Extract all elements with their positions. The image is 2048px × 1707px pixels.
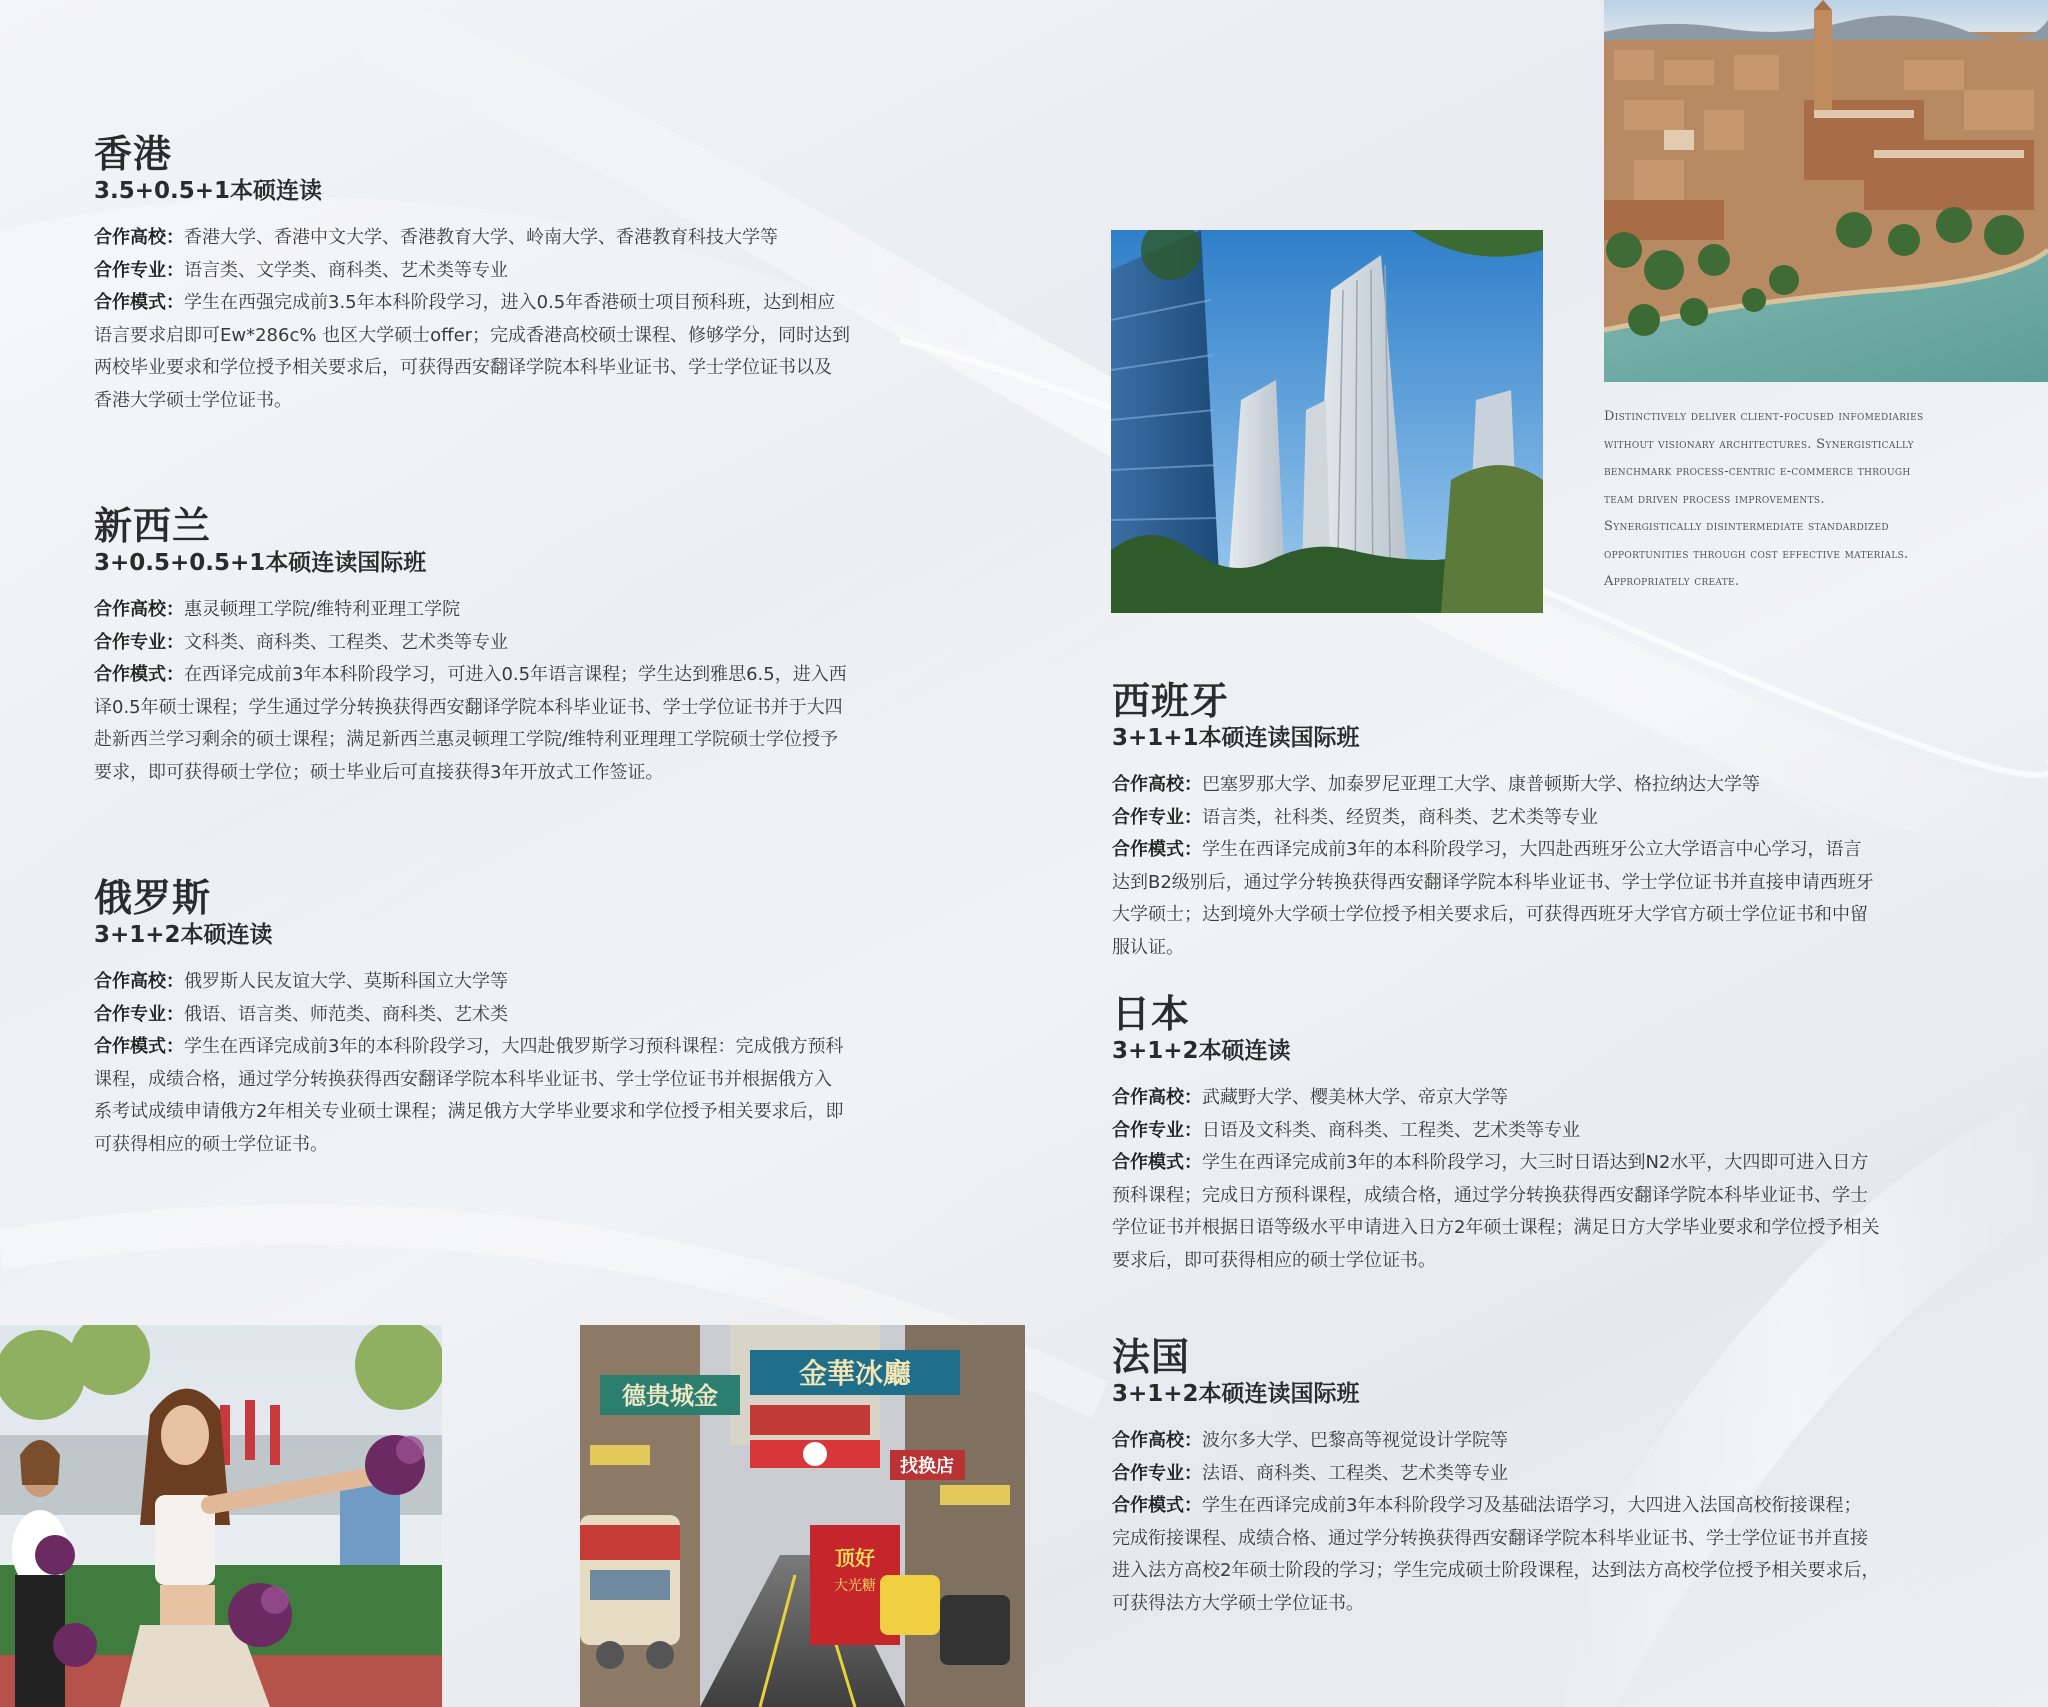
majors-line [1112, 1115, 1972, 1148]
skyscraper-photo [1111, 230, 1543, 613]
majors-line [94, 255, 944, 288]
section-title: 俄罗斯 [94, 876, 212, 920]
mode-line: 语言要求启即可Ew*286c% 也区大学硕士offer；完成香港高校硕士课程、修够学分，同时达到 [94, 324, 851, 346]
majors-label: 合作专业： [1112, 1119, 1202, 1141]
majors-value: 日语及文科类、商科类、工程类、艺术类等专业 [1202, 1119, 1580, 1141]
mode-text: 学生在西译完成前3年的本科阶段学习，大四赴西班牙公立大学语言中心学习，语言 [1202, 839, 1862, 860]
majors-label: 合作专业： [94, 259, 184, 281]
mode-line: 达到B2级别后，通过学分转换获得西安翻译学院本科毕业证书、学士学位证书并直接申请西班牙 [1112, 871, 1874, 893]
section-title: 日本 [1112, 992, 1191, 1036]
hongkong-street-photo [580, 1325, 1025, 1707]
mode-line: 要求，即可获得硕士学位；硕士毕业后可直接获得3年开放式工作签证。 [94, 761, 664, 783]
section-title: 香港 [94, 132, 173, 176]
mode-line: 要求后，即可获得相应的硕士学位证书。 [1112, 1249, 1436, 1271]
majors-label: 合作专业： [94, 1003, 184, 1025]
partners-label: 合作高校： [94, 227, 184, 248]
partners-label: 合作高校： [94, 971, 184, 992]
section-subtitle: 3+1+2本硕连读 [1112, 1038, 1291, 1064]
mode-label: 合作模式： [94, 1036, 184, 1057]
section-title: 西班牙 [1112, 679, 1230, 723]
mode-label: 合作模式： [94, 664, 184, 685]
mode-line: 两校毕业要求和学位授予相关要求后，可获得西安翻译学院本科毕业证书、学士学位证书以及 [94, 357, 832, 378]
mode-text: 学生在西译完成前3年的本科阶段学习，大三时日语达到N2水平，大四即可进入日方 [1202, 1152, 1869, 1173]
mode-line: 完成衔接课程、成绩合格、通过学分转换获得西安翻译学院本科毕业证书、学士学位证书并直接 [1112, 1527, 1868, 1549]
partners-label: 合作高校： [94, 599, 184, 620]
mode-line: 译0.5年硕士课程；学生通过学分转换获得西安翻译学院本科毕业证书、学士学位证书并于大四 [94, 696, 843, 718]
section-newzealand [94, 504, 944, 789]
partners-line [94, 222, 944, 255]
partners-line [1112, 1082, 1972, 1115]
majors-value: 法语、商科类、工程类、艺术类等专业 [1202, 1462, 1508, 1484]
mode-line: 预科课程；完成日方预科课程，成绩合格，通过学分转换获得西安翻译学院本科毕业证书、学士 [1112, 1184, 1868, 1206]
majors-label: 合作专业： [1112, 1462, 1202, 1484]
section-title: 新西兰 [94, 504, 212, 548]
shop-sign-right-text: 找换店 [900, 1456, 954, 1477]
mode-line: 服认证。 [1112, 936, 1184, 958]
partners-label: 合作高校： [1112, 1430, 1202, 1451]
shop-sign-top-text: 金華冰廳 [798, 1357, 912, 1390]
majors-line [94, 999, 944, 1032]
majors-value: 俄语、语言类、师范类、商科类、艺术类 [184, 1003, 508, 1025]
majors-value: 文科类、商科类、工程类、艺术类等专业 [184, 631, 508, 653]
mode-label: 合作模式： [1112, 1152, 1202, 1173]
partners-label: 合作高校： [1112, 774, 1202, 795]
section-france [1112, 1335, 1972, 1620]
mode-line [1112, 834, 1972, 867]
mode-line: 学位证书并根据日语等级水平申请进入日方2年硕士课程；满足日方大学毕业要求和学位授予相关 [1112, 1217, 1880, 1238]
bus-sign-text: 顶好 [835, 1546, 875, 1570]
mode-line [94, 287, 944, 320]
caption-line: opportunities through cost effective materials. [1604, 546, 1909, 562]
section-subtitle: 3+1+2本硕连读 [94, 922, 273, 948]
mode-label: 合作模式： [1112, 1495, 1202, 1516]
shop-sign-left-text: 德贵城金 [622, 1382, 718, 1410]
mode-line: 香港大学硕士学位证书。 [94, 389, 292, 411]
section-japan [1112, 992, 1972, 1277]
section-spain [1112, 679, 1972, 964]
mode-line: 大学硕士；达到境外大学硕士学位授予相关要求后，可获得西班牙大学官方硕士学位证书和中留 [1112, 904, 1868, 925]
section-subtitle: 3.5+0.5+1本硕连读 [94, 178, 323, 204]
mode-line [1112, 1147, 1972, 1180]
majors-value: 语言类，社科类、经贸类，商科类、艺术类等专业 [1202, 806, 1598, 828]
majors-line [1112, 802, 1972, 835]
partners-line [1112, 1425, 1972, 1458]
majors-label: 合作专业： [94, 631, 184, 653]
mode-line: 进入法方高校2年硕士阶段的学习；学生完成硕士阶段课程，达到法方高校学位授予相关要求后， [1112, 1560, 1880, 1581]
caption-line: Synergistically disintermediate standardized [1604, 519, 1889, 534]
caption-line: Distinctively deliver client-focused infomediaries [1604, 409, 1924, 424]
section-subtitle: 3+1+1本硕连读国际班 [1112, 725, 1360, 751]
mode-label: 合作模式： [1112, 839, 1202, 860]
section-subtitle: 3+0.5+0.5+1本硕连读国际班 [94, 550, 427, 576]
photo-caption [1604, 403, 1984, 596]
caption-line: benchmark process-centric e-commerce through [1604, 464, 1911, 479]
caption-line: Appropriately create. [1604, 574, 1740, 589]
majors-line [94, 627, 944, 660]
mode-line: 课程，成绩合格，通过学分转换获得西安翻译学院本科毕业证书、学士学位证书并根据俄方入 [94, 1068, 832, 1090]
partners-value: 武藏野大学、樱美林大学、帝京大学等 [1202, 1087, 1508, 1108]
section-hongkong [94, 132, 944, 417]
caption-line: without visionary architectures. Synergistically [1604, 436, 1914, 452]
cheerleader-photo [0, 1325, 442, 1707]
mode-text: 学生在西强完成前3.5年本科阶段学习，进入0.5年香港硕士项目预科班，达到相应 [184, 292, 836, 313]
mode-text: 学生在西译完成前3年本科阶段学习及基础法语学习，大四进入法国高校衔接课程； [1202, 1495, 1862, 1516]
section-russia [94, 876, 944, 1161]
partners-value: 香港大学、香港中文大学、香港教育大学、岭南大学、香港教育科技大学等 [184, 227, 778, 248]
partners-value: 巴塞罗那大学、加泰罗尼亚理工大学、康普顿斯大学、格拉纳达大学等 [1202, 774, 1760, 795]
majors-value: 语言类、文学类、商科类、艺术类等专业 [184, 259, 508, 281]
partners-value: 波尔多大学、巴黎高等视觉设计学院等 [1202, 1430, 1508, 1451]
mode-line: 赴新西兰学习剩余的硕士课程；满足新西兰惠灵顿理工学院/维特利亚理理工学院硕士学位授予 [94, 729, 839, 750]
mode-line: 系考试成绩申请俄方2年相关专业硕士课程；满足俄方大学毕业要求和学位授予相关要求后，即 [94, 1101, 844, 1122]
partners-label: 合作高校： [1112, 1087, 1202, 1108]
mode-label: 合作模式： [94, 292, 184, 313]
mode-line: 可获得法方大学硕士学位证书。 [1112, 1592, 1364, 1614]
mode-line [94, 1031, 944, 1064]
aerial-city-photo [1604, 0, 2048, 382]
caption-line: team driven process improvements. [1604, 491, 1825, 507]
section-subtitle: 3+1+2本硕连读国际班 [1112, 1381, 1360, 1407]
mode-text: 在西译完成前3年本科阶段学习，可进入0.5年语言课程；学生达到雅思6.5，进入西 [184, 664, 847, 685]
mode-line: 可获得相应的硕士学位证书。 [94, 1133, 328, 1155]
section-title: 法国 [1112, 1335, 1191, 1379]
majors-line [1112, 1458, 1972, 1491]
mode-line [94, 659, 944, 692]
partners-line [1112, 769, 1972, 802]
mode-line [1112, 1490, 1972, 1523]
bus-sign-subtext: 大光糖 [834, 1578, 876, 1594]
mode-text: 学生在西译完成前3年的本科阶段学习，大四赴俄罗斯学习预科课程：完成俄方预科 [184, 1036, 844, 1057]
partners-line [94, 966, 944, 999]
majors-label: 合作专业： [1112, 806, 1202, 828]
partners-value: 惠灵顿理工学院/维特利亚理工学院 [184, 599, 461, 620]
partners-line [94, 594, 944, 627]
partners-value: 俄罗斯人民友谊大学、莫斯科国立大学等 [184, 971, 508, 992]
